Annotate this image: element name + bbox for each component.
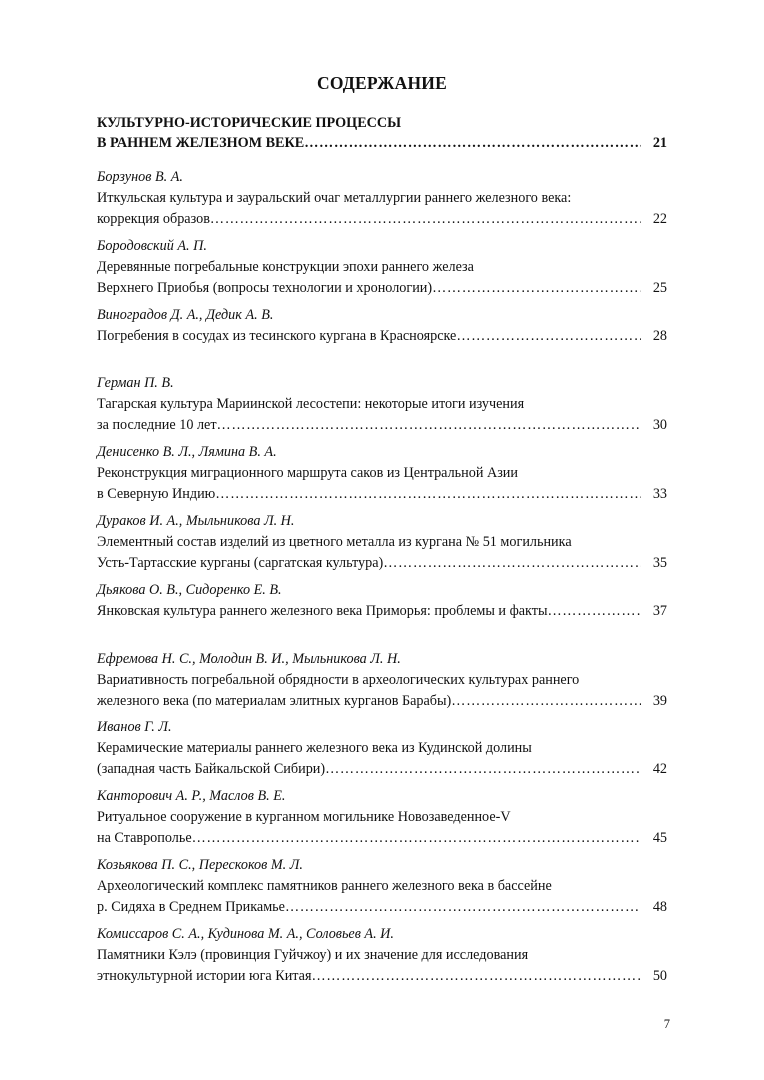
entry-title-line: Археологический комплекс памятников раннего железного века в бассейне <box>97 877 552 894</box>
entry-authors: Виноградов Д. А., Дедик А. В. <box>97 306 274 323</box>
entry-title-line: Элементный состав изделий из цветного металла из кургана № 51 могильника <box>97 533 572 550</box>
dot-leader <box>312 966 641 987</box>
entry-title-final-line <box>97 553 667 574</box>
entry-title-text: за последние 10 лет <box>97 417 217 434</box>
entry-title-final-line <box>97 326 667 347</box>
entry-title-final-line <box>97 415 667 436</box>
entry-page-number: 35 <box>652 554 667 571</box>
toc-section-heading <box>97 113 667 153</box>
entry-title-line: Деревянные погребальные конструкции эпохи раннего железа <box>97 258 474 275</box>
toc-entries <box>97 167 667 993</box>
section-page-number: 21 <box>652 135 667 151</box>
entry-title-final-line <box>97 601 667 622</box>
entry-authors: Дураков И. А., Мыльникова Л. Н. <box>97 512 295 529</box>
entry-title-text: железного века (по материалам элитных курганов Барабы) <box>97 692 452 709</box>
section-heading-line-1 <box>97 113 667 133</box>
entry-title-line: Иткульская культура и зауральский очаг металлургии раннего железного века: <box>97 190 572 206</box>
dot-leader <box>548 601 642 622</box>
entry-title-text: Погребения в сосудах из тесинского кургана в Красноярске <box>97 327 457 344</box>
entry-authors: Ефремова Н. С., Молодин В. И., Мыльникова Л. Н. <box>97 650 401 667</box>
entry-title-final-line <box>97 691 667 712</box>
section-heading-line-2 <box>97 133 667 153</box>
entry-page-number: 25 <box>652 279 667 296</box>
entry-page-number: 33 <box>652 486 667 503</box>
toc-entry <box>97 924 667 993</box>
entry-page-number: 37 <box>652 602 667 619</box>
entry-page-number: 30 <box>652 417 667 434</box>
toc-entry <box>97 442 667 511</box>
entry-title-text: р. Сидяха в Среднем Прикамье <box>97 898 285 915</box>
entry-authors: Иванов Г. Л. <box>97 719 172 736</box>
toc-entry <box>97 305 667 374</box>
entry-title-text: на Ставрополье <box>97 830 192 847</box>
toc-entry <box>97 855 667 924</box>
entry-title-line: Ритуальное сооружение в курганном могильнике Новозаведенное-V <box>97 809 511 826</box>
toc-entry <box>97 649 667 718</box>
entry-title-final-line <box>97 828 667 849</box>
entry-authors: Козьякова П. С., Перескоков М. Л. <box>97 856 303 873</box>
entry-title-final-line <box>97 209 667 230</box>
entry-page-number: 45 <box>652 830 667 847</box>
dot-leader <box>383 553 641 574</box>
dot-leader <box>304 133 641 153</box>
toc-entry <box>97 167 667 236</box>
entry-authors: Борзунов В. А. <box>97 169 183 185</box>
entry-title-line: Тагарская культура Мариинской лесостепи: некоторые итоги изучения <box>97 396 525 413</box>
entry-title-final-line <box>97 759 667 780</box>
entry-page-number: 22 <box>652 211 667 227</box>
entry-page-number: 48 <box>652 898 667 915</box>
entry-title-final-line <box>97 966 667 987</box>
entry-title-text: этнокультурной истории юга Китая <box>97 967 312 984</box>
toc-entry <box>97 580 667 649</box>
entry-title-text: Усть-Тартасские курганы (саргатская культура) <box>97 554 384 571</box>
dot-leader <box>285 897 641 918</box>
dot-leader <box>432 278 641 299</box>
dot-leader <box>456 326 641 347</box>
entry-authors: Денисенко В. Л., Лямина В. А. <box>97 444 277 461</box>
toc-entry <box>97 786 667 855</box>
page-folio-number: 7 <box>663 1017 670 1031</box>
entry-title-line: Памятники Кэлэ (провинция Гуйчжоу) и их значение для исследования <box>97 946 529 963</box>
entry-title-text: Янковская культура раннего железного века Приморья: проблемы и факты <box>97 602 548 619</box>
entry-title-line: Реконструкция миграционного маршрута саков из Центральной Азии <box>97 465 518 482</box>
toc-entry <box>97 373 667 442</box>
entry-title-final-line <box>97 897 667 918</box>
entry-authors: Бородовский А. П. <box>97 237 207 254</box>
dot-leader <box>192 828 641 849</box>
entry-authors: Дьякова О. В., Сидоренко Е. В. <box>97 581 282 598</box>
entry-title-text: коррекция образов <box>97 211 210 227</box>
entry-title-line: Вариативность погребальной обрядности в археологических культурах раннего <box>97 671 580 688</box>
dot-leader <box>215 484 641 505</box>
dot-leader <box>217 415 641 436</box>
entry-title-text: Верхнего Приобья (вопросы технологии и хронологии) <box>97 279 433 296</box>
entry-authors: Комиссаров С. А., Кудинова М. А., Соловьев А. И. <box>97 925 394 942</box>
toc-entry <box>97 511 667 580</box>
section-heading-text-2: В РАННЕМ ЖЕЛЕЗНОМ ВЕКЕ <box>97 135 305 151</box>
entry-page-number: 42 <box>652 761 667 778</box>
toc-entry <box>97 717 667 786</box>
entry-page-number: 28 <box>652 327 667 344</box>
page-title: СОДЕРЖАНИЕ <box>316 73 447 93</box>
entry-title-final-line <box>97 278 667 299</box>
dot-leader <box>451 691 641 712</box>
dot-leader <box>325 759 641 780</box>
toc-entry <box>97 236 667 305</box>
entry-title-final-line <box>97 484 667 505</box>
entry-title-text: (западная часть Байкальской Сибири) <box>97 761 326 778</box>
entry-authors: Канторович А. Р., Маслов В. Е. <box>97 788 286 805</box>
entry-page-number: 39 <box>652 692 667 709</box>
entry-title-text: в Северную Индию <box>97 486 216 503</box>
section-heading-text-1: КУЛЬТУРНО-ИСТОРИЧЕСКИЕ ПРОЦЕССЫ <box>97 115 402 131</box>
dot-leader <box>210 209 641 230</box>
entry-title-line: Керамические материалы раннего железного века из Кудинской долины <box>97 740 532 757</box>
entry-page-number: 50 <box>652 967 667 984</box>
entry-authors: Герман П. В. <box>97 375 174 392</box>
